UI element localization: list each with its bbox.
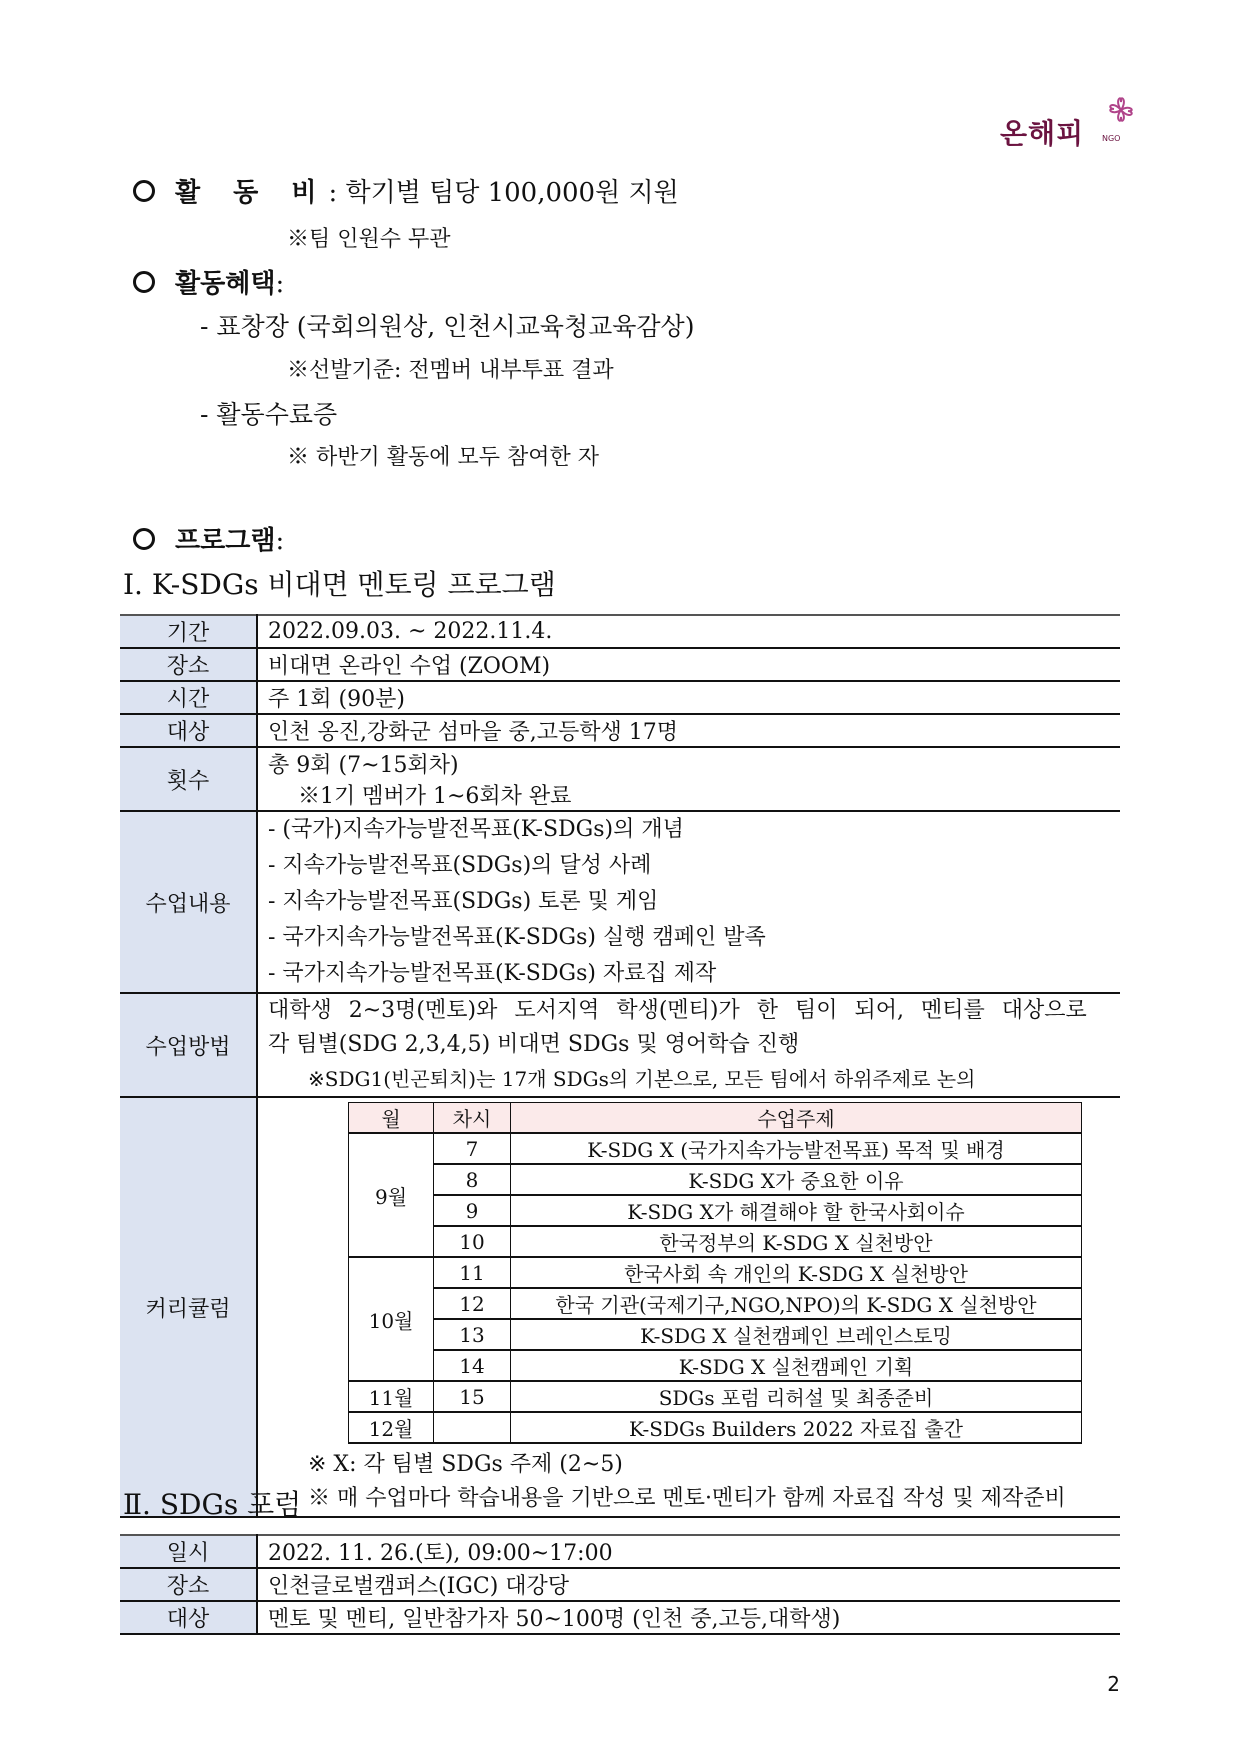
curriculum-row <box>349 1381 1082 1412</box>
curriculum-row <box>349 1350 1082 1381</box>
topic-cell: K-SDG X 실천캠페인 브레인스토밍 <box>511 1319 1082 1350</box>
curriculum-row <box>349 1412 1082 1443</box>
curriculum-table <box>348 1102 1082 1444</box>
curriculum-note1: ※ X: 각 팀별 SDGs 주제 (2~5) <box>308 1452 623 1477</box>
benefit-item-certificate: - 활동수료증 <box>200 400 338 429</box>
forum-target-value: 멘토 및 멘티, 일반참가자 50~100명 (인천 중,고등,대학생) <box>268 1607 841 1632</box>
page-number: 2 <box>1107 1672 1120 1696</box>
logo-ngo-text: NGO <box>1102 134 1121 143</box>
forum-date-label: 일시 <box>120 1535 257 1568</box>
circle-bullet-icon <box>133 528 155 550</box>
curriculum-label: 커리큘럼 <box>120 1097 257 1517</box>
curriculum-header-row <box>349 1103 1082 1134</box>
table-row <box>120 747 1120 811</box>
mentoring-program-table <box>120 614 1120 1518</box>
content-item: - (국가)지속가능발전목표(K-SDGs)의 개념 <box>268 817 684 842</box>
method-label: 수업방법 <box>120 993 257 1097</box>
table-row <box>120 681 1120 714</box>
program-label: 프로그램 <box>175 526 276 556</box>
place-label: 장소 <box>120 648 257 681</box>
header-topic: 수업주제 <box>511 1103 1082 1134</box>
table-row <box>120 811 1120 993</box>
session-cell <box>434 1412 511 1443</box>
curriculum-row <box>349 1164 1082 1195</box>
activity-cost-note: ※팀 인원수 무관 <box>287 227 451 252</box>
session-cell: 11 <box>434 1257 511 1288</box>
forum-place-label: 장소 <box>120 1568 257 1601</box>
circle-bullet-icon <box>133 271 155 293</box>
table-row <box>120 993 1120 1097</box>
place-value: 비대면 온라인 수업 (ZOOM) <box>268 654 551 679</box>
content-item: - 지속가능발전목표(SDGs)의 달성 사례 <box>268 853 652 878</box>
curriculum-note2: ※ 매 수업마다 학습내용을 기반으로 멘토·멘티가 함께 자료집 작성 및 제작준비 <box>308 1486 1066 1511</box>
table-row <box>120 1535 1120 1568</box>
curriculum-row <box>349 1195 1082 1226</box>
topic-cell: K-SDG X가 해결해야 할 한국사회이슈 <box>511 1195 1082 1226</box>
session-cell: 12 <box>434 1288 511 1319</box>
table-row <box>120 1601 1120 1634</box>
topic-cell: K-SDG X 실천캠페인 기획 <box>511 1350 1082 1381</box>
session-cell: 7 <box>434 1133 511 1164</box>
period-label: 기간 <box>120 615 257 648</box>
table-row <box>120 1097 1120 1517</box>
count-note: ※1기 멤버가 1~6회차 완료 <box>298 784 572 809</box>
curriculum-row <box>349 1226 1082 1257</box>
activity-cost-line <box>133 172 679 209</box>
session-cell: 15 <box>434 1381 511 1412</box>
topic-cell: K-SDGs Builders 2022 자료집 출간 <box>511 1412 1082 1443</box>
method-note: ※SDG1(빈곤퇴치)는 17개 SDGs의 기본으로, 모든 팀에서 하위주제로 논의 <box>308 1067 976 1091</box>
time-value: 주 1회 (90분) <box>268 687 405 712</box>
onhappy-logo <box>1000 90 1140 150</box>
activity-cost-label: 활 동 비 <box>175 178 329 208</box>
content-item: - 국가지속가능발전목표(K-SDGs) 자료집 제작 <box>268 961 717 986</box>
benefit-award-note: ※선발기준: 전멤버 내부투표 결과 <box>287 358 614 383</box>
forum-place-value: 인천글로벌캠퍼스(IGC) 대강당 <box>268 1574 570 1599</box>
session-cell: 8 <box>434 1164 511 1195</box>
session-cell: 10 <box>434 1226 511 1257</box>
curriculum-row <box>349 1133 1082 1164</box>
time-label: 시간 <box>120 681 257 714</box>
forum-date-value: 2022. 11. 26.(토), 09:00~17:00 <box>268 1541 613 1566</box>
topic-cell: 한국 기관(국제기구,NGO,NPO)의 K-SDG X 실천방안 <box>511 1288 1082 1319</box>
benefits-label: 활동혜택 <box>175 269 276 299</box>
session-cell: 14 <box>434 1350 511 1381</box>
section1-title: Ⅰ. K-SDGs 비대면 멘토링 프로그램 <box>123 568 556 601</box>
topic-cell: K-SDG X (국가지속가능발전목표) 목적 및 배경 <box>511 1133 1082 1164</box>
target-label: 대상 <box>120 714 257 747</box>
curriculum-row <box>349 1319 1082 1350</box>
table-row <box>120 648 1120 681</box>
session-cell: 9 <box>434 1195 511 1226</box>
content-item: - 지속가능발전목표(SDGs) 토론 및 게임 <box>268 889 659 914</box>
forum-table <box>120 1534 1120 1635</box>
logo-text: 온해피 <box>1000 117 1085 150</box>
section2-title: Ⅱ. SDGs 포럼 <box>123 1488 302 1521</box>
activity-cost-value: : 학기별 팀당 100,000원 지원 <box>328 178 679 208</box>
program-line: 프로그램: <box>133 520 284 557</box>
header-month: 월 <box>349 1103 434 1134</box>
target-value: 인천 옹진,강화군 섬마을 중,고등학생 17명 <box>268 720 678 745</box>
topic-cell: 한국사회 속 개인의 K-SDG X 실천방안 <box>511 1257 1082 1288</box>
method-line1: 대학생 2~3명(멘토)와 도서지역 학생(멘티)가 한 팀이 되어, 멘티를 대상으로 <box>268 998 1087 1023</box>
topic-cell: SDGs 포럼 리허설 및 최종준비 <box>511 1381 1082 1412</box>
count-value: 총 9회 (7~15회차) <box>268 753 459 778</box>
forum-target-label: 대상 <box>120 1601 257 1634</box>
month-cell: 9월 <box>349 1133 434 1257</box>
benefit-certificate-note: ※ 하반기 활동에 모두 참여한 자 <box>287 445 599 470</box>
method-line2: 각 팀별(SDG 2,3,4,5) 비대면 SDGs 및 영어학습 진행 <box>268 1032 800 1057</box>
benefit-item-award: - 표창장 (국회의원상, 인천시교육청교육감상) <box>200 312 695 341</box>
month-cell: 11월 <box>349 1381 434 1412</box>
table-row <box>120 714 1120 747</box>
month-cell: 12월 <box>349 1412 434 1443</box>
content-label: 수업내용 <box>120 811 257 993</box>
benefits-line: 활동혜택: <box>133 263 284 300</box>
curriculum-row <box>349 1257 1082 1288</box>
circle-bullet-icon <box>133 180 155 202</box>
topic-cell: K-SDG X가 중요한 이유 <box>511 1164 1082 1195</box>
topic-cell: 한국정부의 K-SDG X 실천방안 <box>511 1226 1082 1257</box>
clover-icon <box>1100 90 1142 132</box>
header-session: 차시 <box>434 1103 511 1134</box>
curriculum-row <box>349 1288 1082 1319</box>
content-item: - 국가지속가능발전목표(K-SDGs) 실행 캠페인 발족 <box>268 925 766 950</box>
session-cell: 13 <box>434 1319 511 1350</box>
period-value: 2022.09.03. ~ 2022.11.4. <box>268 619 553 644</box>
month-cell: 10월 <box>349 1257 434 1381</box>
table-row <box>120 615 1120 648</box>
table-row <box>120 1568 1120 1601</box>
count-label: 횟수 <box>120 747 257 811</box>
